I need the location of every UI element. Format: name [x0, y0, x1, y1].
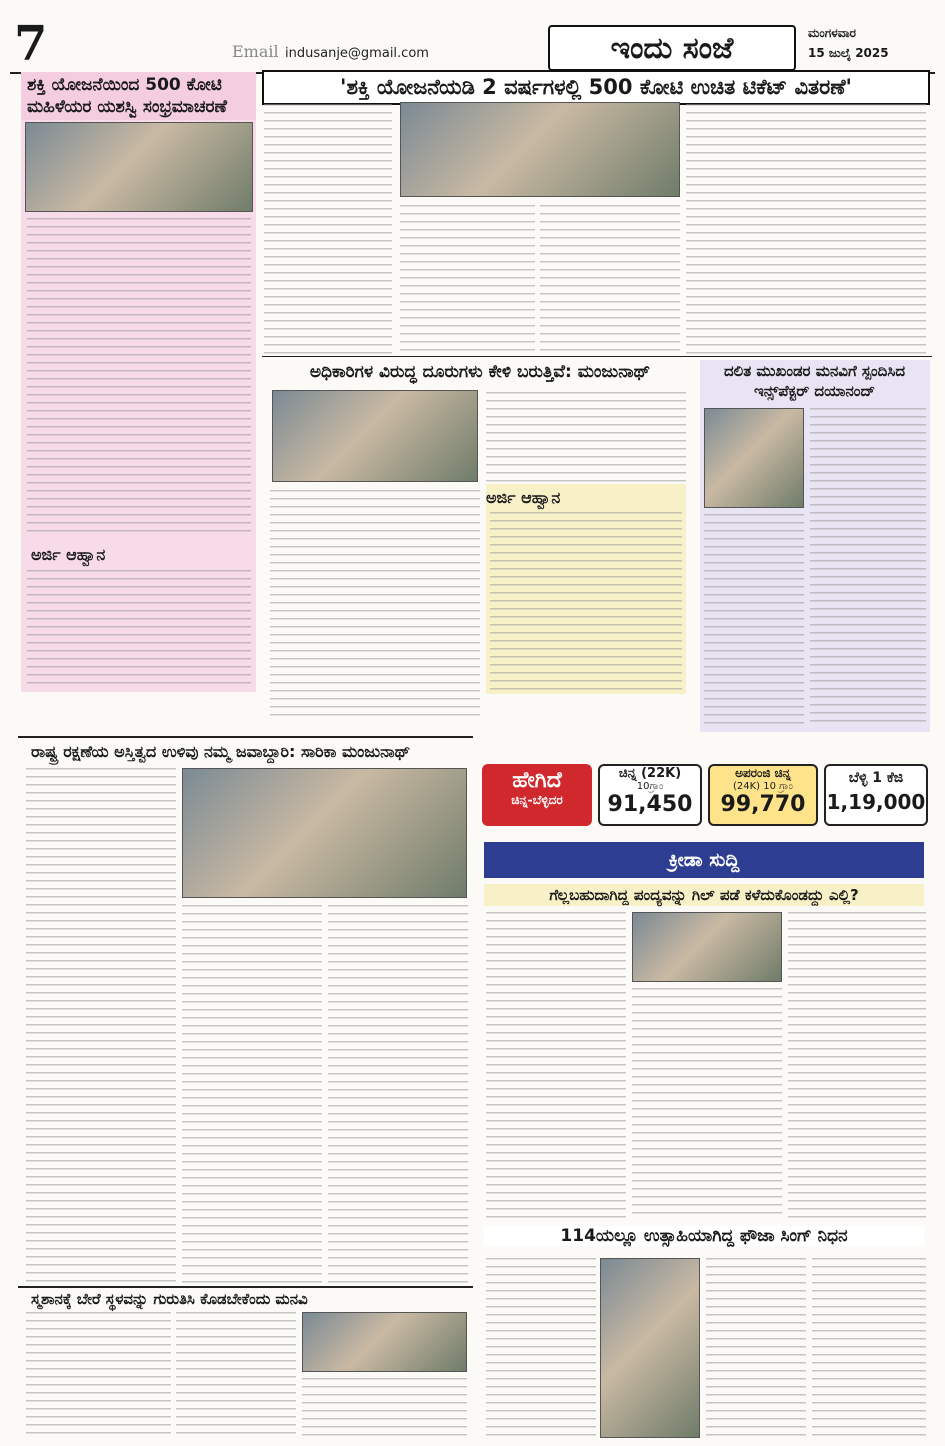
arji-body-2: [490, 512, 682, 690]
fauja-body-col2: [706, 1258, 806, 1438]
gold-label-bottom: ಚಿನ್ನ-ಬೆಳ್ಳಿದರ: [511, 793, 563, 807]
inspector-photo: [704, 408, 804, 508]
cricket-photo: [632, 912, 782, 982]
rashtra-body-col2: [182, 905, 322, 1283]
rashtra-rule: [18, 736, 473, 738]
fauja-singh-photo: [600, 1258, 700, 1438]
arji-body-1: [27, 570, 251, 690]
cricket-body-col2: [632, 988, 782, 1218]
dalit-leaders-title: ದಲಿತ ಮುಖಂಡರ ಮನವಿಗೆ ಸ್ಪಂದಿಸಿದ ಇನ್ಸ್‌ಪೆಕ್ಟರ್ ದಯಾನಂದ್: [723, 362, 906, 400]
cricket-title: ಗೆಲ್ಲಬಹುದಾಗಿದ್ದ ಪಂದ್ಯವನ್ನು ಗಿಲ್ ಪಡೆ ಕಳೆದುಕೊಂಡದ್ದು ಎಲ್ಲಿ?: [484, 884, 924, 906]
silver-title: ಬೆಳ್ಳಿ 1 ಕೆಜಿ: [848, 770, 904, 786]
gold-22k-title: ಚಿನ್ನ (22K): [618, 766, 682, 781]
gold-24k-unit: (24K) 10 ಗ್ರಾಂ: [733, 781, 793, 792]
cricket-body-col1: [486, 912, 626, 1218]
gold-24k-title: ಅಪರಂಜಿ ಚಿನ್ನ: [735, 766, 791, 780]
sports-news-band: ಕ್ರೀಡಾ ಸುದ್ದಿ: [484, 842, 924, 878]
right-article-body-2: [704, 514, 804, 728]
smashana-rule: [18, 1286, 473, 1288]
main-article-title: 'ಶಕ್ತಿ ಯೋಜನೆಯಡಿ 2 ವರ್ಷಗಳಲ್ಲಿ 500 ಕೋಟಿ ಉಚಿತ ಟಿಕೆಟ್ ವಿತರಣೆ': [262, 70, 930, 105]
issue-date: 15 ಜುಲೈ 2025: [808, 46, 889, 60]
officials-complaint-title: ಅಧಿಕಾರಿಗಳ ವಿರುದ್ಧ ದೂರುಗಳು ಕೇಳಿ ಬರುತ್ತಿವೆ: ಮಂಜುನಾಥ್: [309, 362, 651, 382]
email-label: Email: [232, 42, 279, 61]
right-article-body: [810, 408, 926, 728]
smashana-title: ಸ್ಮಶಾನಕ್ಕೆ ಬೇರೆ ಸ್ಥಳವನ್ನು ಗುರುತಿಸಿ ಕೊಡಬೇಕೆಂದು ಮನವಿ: [31, 1290, 308, 1308]
silver-box: [824, 764, 928, 826]
gold-24k-box: [708, 764, 818, 826]
mid-article-body: [270, 490, 480, 720]
rally-photo: [182, 768, 467, 898]
left-article-title: ಶಕ್ತಿ ಯೋಜನೆಯಿಂದ 500 ಕೋಟಿ ಮಹಿಳೆಯರ ಯಶಸ್ವಿ ಸಂಭ್ರಮಾಚರಣೆ: [21, 72, 256, 120]
fauja-singh-title: 114ಯಲ್ಲೂ ಉತ್ಸಾಹಿಯಾಗಿದ್ದ ಫೌಜಾ ಸಿಂಗ್ ನಿಧನ: [484, 1226, 924, 1246]
smashana-body-col2: [176, 1312, 296, 1438]
gold-22k-price: 91,450: [607, 792, 693, 817]
smashana-body-col1: [26, 1312, 171, 1438]
meeting-photo: [272, 390, 478, 482]
women-celebration-photo: [25, 122, 253, 212]
gold-24k-price: 99,770: [720, 792, 806, 817]
left-article-body: [27, 218, 251, 538]
rashtra-body-col3: [328, 905, 468, 1283]
arji-title-2: ಅರ್ಜಿ ಆಹ್ವಾನ: [486, 488, 561, 507]
silver-price: 1,19,000: [826, 790, 926, 814]
main-article-body-col4: [686, 104, 926, 354]
gold-22k-box: [598, 764, 702, 826]
main-article-body-col1: [264, 104, 392, 354]
mid-article-body-top: [486, 392, 686, 482]
fauja-body-col3: [812, 1258, 926, 1438]
masthead-logo: ಇಂದು ಸಂಜೆ: [548, 25, 796, 71]
arji-title-1: ಅರ್ಜಿ ಆಹ್ವಾನ: [31, 545, 106, 564]
gold-label-top: ಹೇಗಿದೆ: [512, 768, 562, 793]
smashana-body-col3: [302, 1378, 467, 1438]
main-article-body-col3: [540, 205, 680, 355]
rashtra-body-col1: [26, 768, 176, 1283]
ticket-release-photo: [400, 102, 680, 197]
email-value: indusanje@gmail.com: [285, 46, 429, 61]
petition-photo: [302, 1312, 467, 1372]
main-article-body-col2: [400, 205, 535, 355]
section-rule: [262, 356, 932, 357]
issue-day: ಮಂಗಳವಾರ: [808, 26, 857, 40]
page-number: 7: [14, 16, 48, 72]
fauja-body-col1: [486, 1258, 596, 1438]
gold-22k-unit: 10ಗ್ರಾಂ: [636, 781, 664, 792]
rashtra-title: ರಾಷ್ಟ್ರ ರಕ್ಷಣೆಯ ಅಸ್ತಿತ್ವದ ಉಳಿವು ನಮ್ಮ ಜವಾಬ್ದಾರಿ: ಸಾರಿಕಾ ಮಂಜುನಾಥ್: [31, 742, 411, 761]
gold-rate-label: [482, 764, 592, 826]
cricket-body-col3: [788, 912, 926, 1218]
